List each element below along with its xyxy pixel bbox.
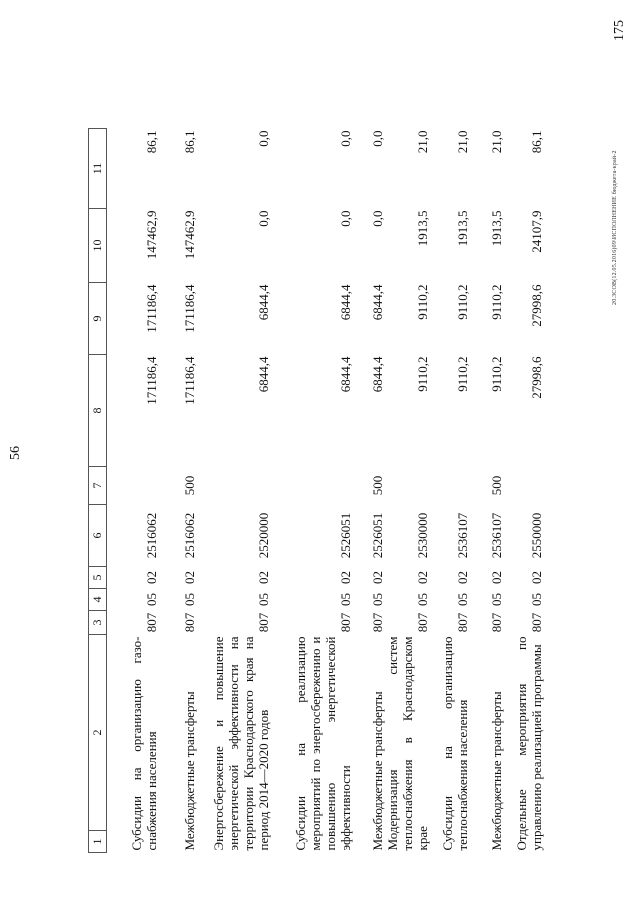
cell-c5: 02	[255, 571, 271, 584]
cell-c9: 6844,4	[369, 284, 385, 321]
cell-c8: 6844,4	[369, 356, 385, 393]
cell-c9: 9110,2	[414, 284, 430, 320]
cell-c9: 171186,4	[181, 284, 197, 333]
row-name: Межбюджетные трансферты	[181, 691, 197, 851]
cell-c11: 86,1	[528, 130, 544, 154]
header-cell: 8	[89, 355, 107, 467]
cell-c11: 0,0	[255, 130, 271, 147]
cell-c9: 171186,4	[143, 284, 159, 333]
cell-c6: 2536107	[454, 512, 470, 559]
cell-c8: 6844,4	[337, 356, 353, 393]
cell-c10: 1913,5	[414, 210, 430, 247]
cell-c7	[430, 467, 470, 505]
cell-c6: 2526051	[337, 512, 353, 559]
cell-c5: 02	[488, 571, 504, 584]
cell-c5: 02	[369, 571, 385, 584]
cell-c8: 171186,4	[181, 356, 197, 405]
cell-c10: 147462,9	[143, 210, 159, 260]
cell-c11: 0,0	[369, 130, 385, 147]
cell-c10: 0,0	[255, 210, 271, 227]
cell-c7	[197, 467, 271, 505]
cell-c3: 807	[181, 612, 197, 633]
cell-c4: 05	[488, 593, 504, 606]
header-cell: 2	[89, 635, 107, 831]
table-row	[504, 129, 544, 853]
header-cell: 11	[89, 129, 107, 209]
cell-c3: 807	[369, 612, 385, 633]
header-cell: 6	[89, 505, 107, 567]
cell-c8: 171186,4	[143, 356, 159, 405]
cell-c3: 807	[488, 612, 504, 633]
cell-c11: 86,1	[181, 130, 197, 154]
table-row	[107, 129, 159, 853]
cell-c11: 21,0	[488, 130, 504, 154]
cell-c4: 05	[369, 593, 385, 606]
cell-c6: 2536107	[488, 512, 504, 559]
table-row	[470, 129, 504, 853]
header-cell: 5	[89, 567, 107, 589]
cell-c9: 9110,2	[488, 284, 504, 320]
cell-c4: 05	[454, 593, 470, 606]
row-name: Субсидии на организацию теплоснабжения населения	[439, 636, 470, 851]
header-cell: 9	[89, 283, 107, 355]
cell-c7	[271, 467, 353, 505]
cell-c7	[385, 467, 430, 505]
row-name: Отдельные мероприятия по управлению реализацией программы	[513, 636, 544, 851]
table-row	[271, 129, 353, 853]
cell-c5: 02	[143, 571, 159, 584]
row-name: Модернизация систем теплоснабжения в Краснодарском крае	[384, 636, 430, 851]
cell-c11: 0,0	[337, 130, 353, 147]
cell-c10: 1913,5	[454, 210, 470, 247]
cell-c5: 02	[181, 571, 197, 584]
cell-c7: 500	[369, 475, 385, 496]
header-cell: 4	[89, 589, 107, 611]
footer-code: 20.3СОВ(12.05.2016)09\ИСПОЛНЕНИЕ бюджета-край-2	[612, 150, 618, 305]
cell-c10: 0,0	[337, 210, 353, 227]
cell-c3: 807	[255, 612, 271, 633]
row-name: Энергосбережение и повышение энергетической эффективности на территории Краснодарского края на период 2014—2020 годов	[210, 636, 271, 851]
cell-c6: 2550000	[528, 512, 544, 559]
cell-c10: 0,0	[369, 210, 385, 227]
cell-c9: 6844,4	[337, 284, 353, 321]
cell-c3: 807	[337, 612, 353, 633]
cell-c3: 807	[143, 612, 159, 633]
cell-c5: 02	[454, 571, 470, 584]
header-cell: 3	[89, 611, 107, 635]
cell-c4: 05	[181, 593, 197, 606]
cell-c6: 2516062	[143, 512, 159, 559]
cell-c9: 27998,6	[528, 284, 544, 327]
table-row	[159, 129, 197, 853]
header-cell: 10	[89, 209, 107, 283]
page-number-top: 56	[8, 446, 23, 460]
cell-c5: 02	[337, 571, 353, 584]
cell-c8: 6844,4	[255, 356, 271, 393]
cell-c6: 2516062	[181, 512, 197, 559]
cell-c6: 2530000	[414, 512, 430, 559]
cell-c5: 02	[528, 571, 544, 584]
cell-c6: 2526051	[369, 512, 385, 559]
cell-c6: 2520000	[255, 512, 271, 559]
row-name: Межбюджетные трансферты	[488, 691, 504, 851]
header-cell: 1	[89, 831, 107, 853]
row-name: Межбюджетные трансферты	[369, 691, 385, 851]
cell-c4: 05	[337, 593, 353, 606]
cell-c10: 1913,5	[488, 210, 504, 247]
row-name: Субсидии на реализацию мероприятий по энергосбережению и повышению энергетической эффективности	[292, 636, 353, 851]
cell-c5: 02	[414, 571, 430, 584]
budget-table	[88, 128, 544, 853]
table-row	[430, 129, 470, 853]
cell-c7	[504, 467, 544, 505]
cell-c9: 9110,2	[454, 284, 470, 320]
cell-c3: 807	[454, 612, 470, 633]
cell-c8: 27998,6	[528, 356, 544, 399]
cell-c10: 147462,9	[181, 210, 197, 260]
header-cell: 7	[89, 467, 107, 505]
cell-c8: 9110,2	[488, 356, 504, 392]
cell-c4: 05	[528, 593, 544, 606]
cell-c4: 05	[414, 593, 430, 606]
cell-c3: 807	[414, 612, 430, 633]
cell-c4: 05	[143, 593, 159, 606]
cell-c11: 21,0	[454, 130, 470, 154]
cell-c8: 9110,2	[414, 356, 430, 392]
cell-c10: 24107,9	[528, 210, 544, 253]
row-name: Субсидии на организацию газо-снабжения населения	[128, 636, 159, 851]
table-row	[197, 129, 271, 853]
cell-c11: 21,0	[414, 130, 430, 154]
cell-c7	[107, 467, 159, 505]
cell-c3: 807	[528, 612, 544, 633]
cell-c7: 500	[488, 475, 504, 496]
cell-c9: 6844,4	[255, 284, 271, 321]
header-row	[89, 129, 107, 853]
cell-c8: 9110,2	[454, 356, 470, 392]
cell-c11: 86,1	[143, 130, 159, 154]
table-row	[385, 129, 430, 853]
page-number-side: 175	[612, 20, 627, 41]
cell-c4: 05	[255, 593, 271, 606]
cell-c7: 500	[181, 475, 197, 496]
table-row	[353, 129, 385, 853]
